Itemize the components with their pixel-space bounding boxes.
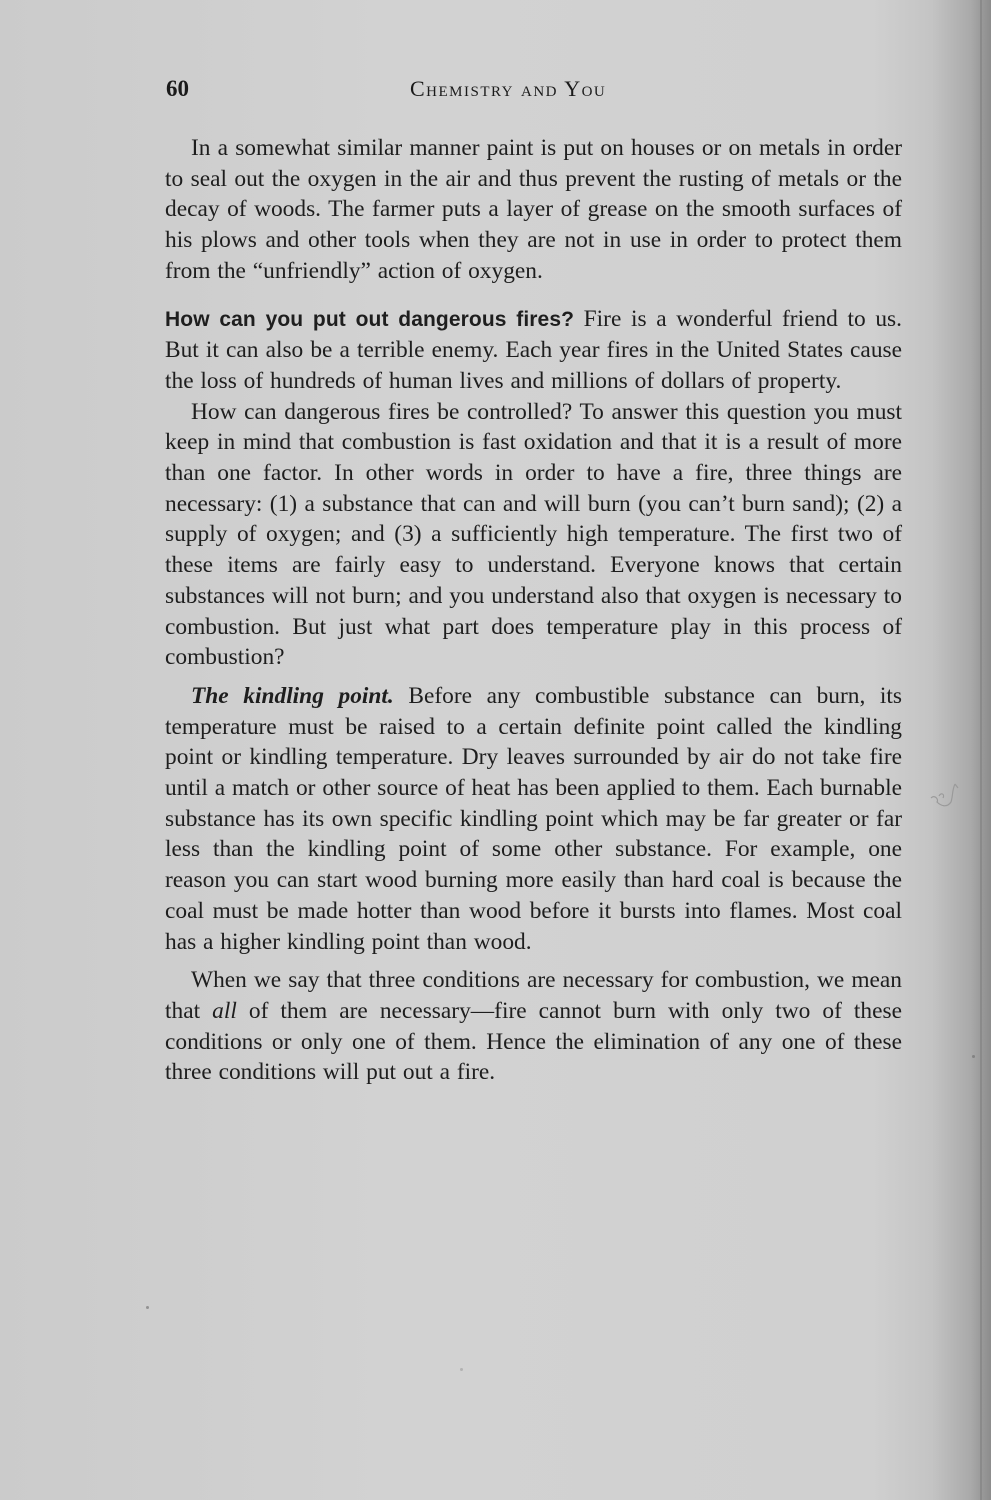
paragraph-text: How can dangerous fires be controlled? To answer this question you must keep in mind that combustion is fast oxidation and that it is a result of more than one factor. In other words in order to have a fire, three things are necessary: (1) a substance that can and will burn (you can’t burn sand); (2) a supply of oxygen; and (3) a sufficiently high temperature. The first two of these items are fairly easy to understand. Everyone knows that certain substances will not burn; and you understand also that oxygen is necessary to combustion. But just what part does temperature play in this process of combustion? [165, 398, 902, 671]
pencil-annotation-icon [925, 772, 965, 812]
page-number: 60 [166, 76, 189, 101]
scan-speck [460, 1368, 463, 1371]
scan-speck [146, 1306, 149, 1309]
paragraph-three-conditions [165, 965, 902, 1088]
section-heading: How can you put out dangerous fires? [165, 307, 575, 331]
subsection-heading: The kindling point. [191, 682, 394, 709]
paragraph-text: When we say that three conditions are necessary for combustion, we mean that [165, 967, 902, 1024]
paragraph-text: In a somewhat similar manner paint is put on houses or on metals in order to seal out the oxygen in the air and thus prevent the rusting of metals or the decay of woods. The farmer puts a layer of grease on the smooth surfaces of his plows and other tools when they are not in use in order to protect them from the “unfriendly” action of oxygen. [165, 135, 902, 284]
scan-speck [972, 1055, 975, 1058]
running-head [166, 76, 904, 106]
paragraph-kindling-point [165, 681, 902, 957]
paragraph-text: Fire is a wonderful friend to us. But it can also be a terrible enemy. Each year fires in the United States cause the loss of hundreds of human lives and millions of dollars of property. [165, 305, 902, 394]
page-edge-shadow [980, 0, 982, 1500]
paragraph-fire-control [165, 397, 902, 673]
paragraph-dangerous-fires [165, 304, 902, 397]
book-title: Chemistry and You [410, 76, 607, 101]
emphasis-text: all [212, 997, 237, 1024]
paragraph-text: Before any combustible substance can burn, its temperature must be raised to a certain definite point called the kindling point or kindling temperature. Dry leaves surrounded by air do not take fire until a match or other source of heat has been applied to them. Each burnable substance has its own specific kindling point which may be far greater or far less than the kindling point of some other substance. For example, one reason you can start wood burning more easily than hard coal is because the coal must be made hotter than wood before it bursts into flames. Most coal has a higher kindling point than wood. [165, 682, 902, 955]
paragraph-text: of them are necessary—fire cannot burn with only two of these conditions or only one of them. Hence the elimination of any one of these three conditions will put out a fire. [165, 997, 902, 1086]
paragraph-paint-and-grease [165, 133, 902, 287]
body-text [165, 133, 902, 1088]
